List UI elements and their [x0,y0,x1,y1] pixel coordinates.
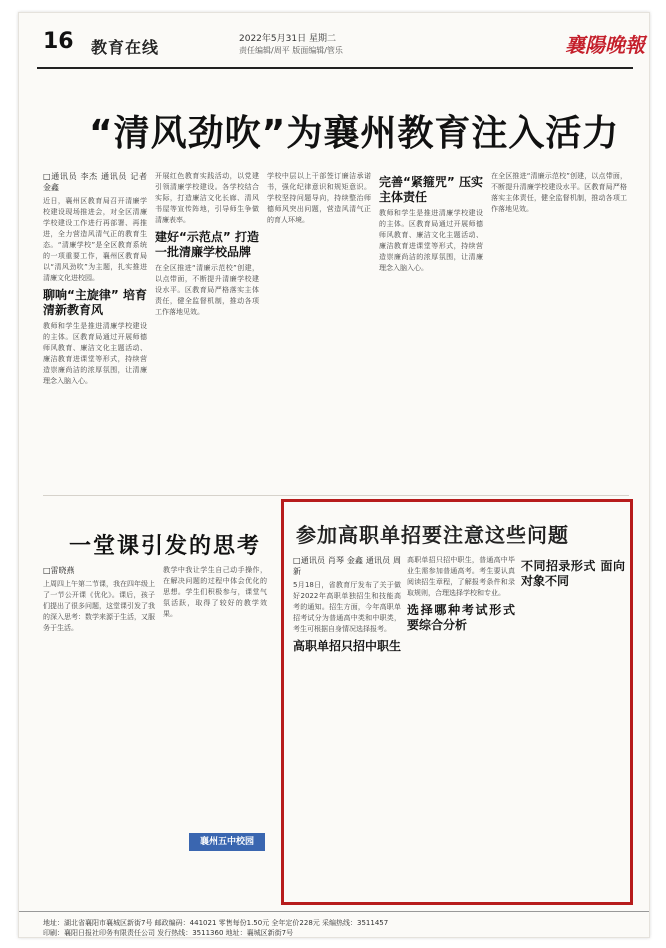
lead-column-2-text: 开展红色教育实践活动，以党建引领清廉学校建设。各学校结合实际，打造廉洁文化长廊、清风书屋等宣传阵地，引导师生争做清廉表率。 [155,172,259,224]
lead-column-1 [43,171,147,489]
story-two-byline: □雷晓燕 [43,566,75,575]
lead-column-4 [379,171,483,489]
lead-column-4-text: 教师和学生是推进清廉学校建设的主体。区教育局通过开展师德师风教育、廉洁文化主题活动、廉洁教育进课堂等形式，持续营造崇廉尚洁的浓厚氛围，让清廉理念入脑入心。 [379,209,483,272]
story-two-column-1 [43,565,155,895]
newspaper-logo: 襄陽晚報 [565,33,645,57]
story-two-text-1: 上周四上午第二节课，我在四年级上了一节公开课《优化》。课后，孩子们提出了很多问题，这堂课引发了我的深入思考：数学来源于生活，又服务于生活。 [43,580,155,632]
lead-column-1b-text: 教师和学生是推进清廉学校建设的主体。区教育局通过开展师德师风教育、廉洁文化主题活动、廉洁教育进课堂等形式，持续营造崇廉尚洁的浓厚氛围，让清廉理念入脑入心。 [43,322,147,385]
story-three-headline: 参加高职单招要注意这些问题 [296,523,569,547]
page-number: 16 [43,29,74,54]
editor-credits: 责任编辑/周平 版面编辑/管乐 [239,46,343,55]
story-two-headline: 一堂课引发的思考 [69,534,262,559]
story-three-column-2 [407,555,515,895]
lead-column-3 [267,171,371,489]
lead-subhead-2: 建好“示范点” 打造一批清廉学校品牌 [155,230,259,259]
issue-date: 2022年5月31日 星期二 [239,34,336,44]
lead-column-5-text: 在全区推进“清廉示范校”创建，以点带面，不断提升清廉学校建设水平。区教育局严格落实主体责任，健全监督机制，推动各项工作落地见效。 [491,172,627,213]
masthead [19,13,649,73]
section-title: 教育在线 [91,38,160,57]
footer-line-1: 地址：湖北省襄阳市襄城区新街7号 邮政编码：441021 零售每份1.50元 全年定价228元 采编热线：3511457 [43,919,389,927]
school-tag: 襄州五中校园 [189,833,265,851]
lead-byline: □通讯员 李杰 通讯员 记者 金鑫 [43,172,147,192]
story-two-text-2: 教学中我让学生自己动手操作，在解决问题的过程中体会优化的思想。学生们积极参与，课堂气氛活跃，取得了较好的教学效果。 [163,566,267,618]
newspaper-page [18,12,650,938]
story-three-subhead-2: 选择哪种考试形式 要综合分析 [407,603,515,632]
lead-column-1-text: 近日，襄州区教育局召开清廉学校建设现场推进会，对全区清廉学校建设工作进行再部署、再推进，全力营造风清气正的教育生态。“清廉学校”是全区教育系统的一项重要工作，襄州区教育局以“清风劲吹”为主题，扎实推进清廉文化进校园。 [43,197,147,282]
lead-column-2 [155,171,259,489]
lead-headline: “清风劲吹”为襄州教育注入活力 [89,113,620,154]
story-three-subhead-3: 不同招录形式 面向对象不同 [521,559,625,588]
story-three-column-3 [521,555,625,895]
story-three-text-2: 高职单招只招中职生，普通高中毕业生需参加普通高考。考生要认真阅读招生章程，了解报考条件和录取规则，合理选择学校和专业。 [407,556,515,597]
lead-column-2b-text: 在全区推进“清廉示范校”创建，以点带面，不断提升清廉学校建设水平。区教育局严格落实主体责任，健全监督机制，推动各项工作落地见效。 [155,264,259,316]
story-three-subhead-1: 高职单招只招中职生 [293,639,401,653]
story-three-byline: □通讯员 肖琴 金鑫 通讯员 周新 [293,556,401,576]
lead-subhead-1: 聊响“主旋律” 培育清新教育风 [43,288,147,317]
section-divider [43,495,629,496]
header-rule [37,67,633,69]
lead-column-3-text: 学校中层以上干部签订廉洁承诺书，强化纪律意识和规矩意识。学校坚持问题导向，持续整治师德师风突出问题，营造风清气正的育人环境。 [267,172,371,224]
story-three-column-1 [293,555,401,895]
footer-line-2: 印刷：襄阳日报社印务有限责任公司 发行热线：3511360 地址：襄城区新街7号 [43,929,294,937]
story-two-column-2 [163,565,267,827]
page-footer [19,911,649,938]
story-three-text-1: 5月18日，省教育厅发布了关于做好2022年高职单独招生和技能高考的通知。招生方面，今年高职单招考试分为普通高中类和中职类，考生可根据自身情况选择报考。 [293,581,401,633]
lead-column-5 [491,171,627,489]
lead-subhead-3: 完善“紧箍咒” 压实主体责任 [379,175,483,204]
